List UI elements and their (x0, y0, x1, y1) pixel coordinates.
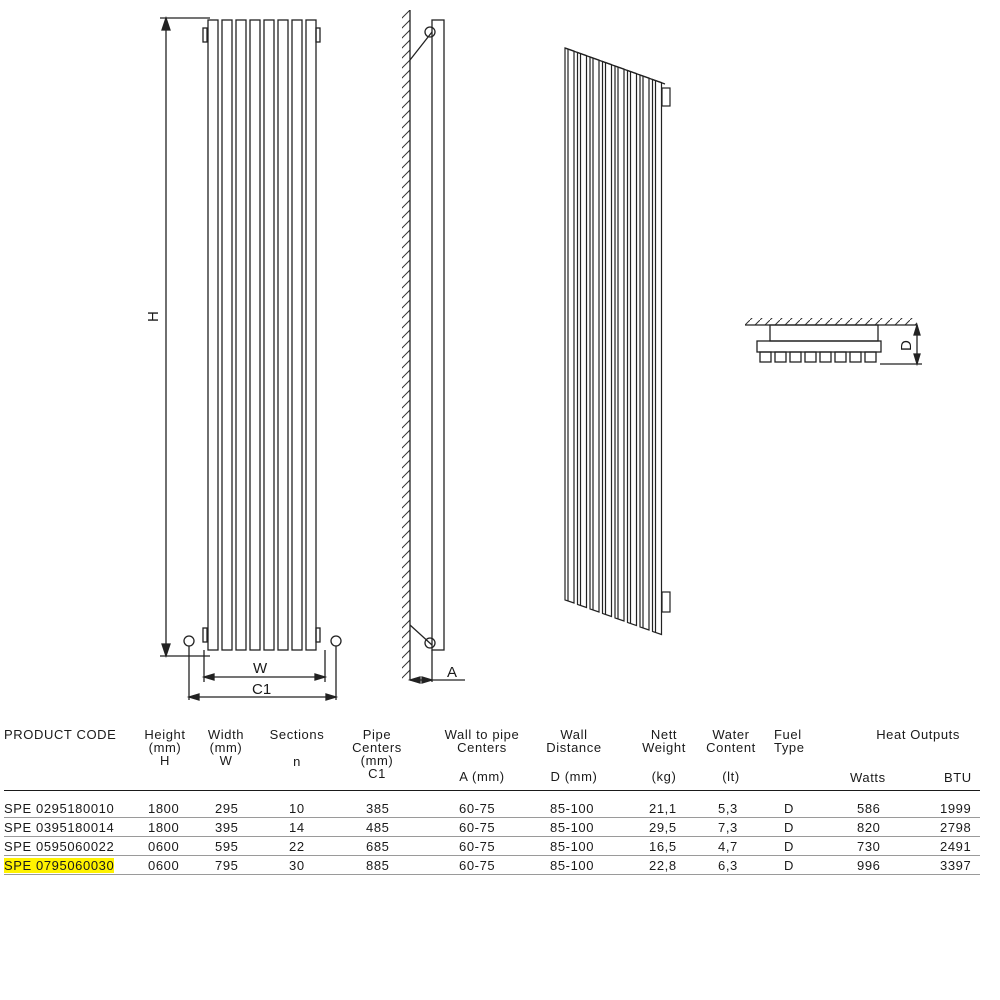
cell-height: 0600 (148, 839, 180, 854)
front-tube (264, 20, 274, 650)
top-view (745, 318, 922, 364)
cell-wall-to-pipe: 60-75 (459, 839, 496, 854)
top-view-tube (805, 352, 816, 362)
cell-width: 295 (215, 801, 239, 816)
header-wall-distance: Wall Distance D (mm) (546, 727, 602, 784)
cell-water-content: 5,3 (718, 801, 738, 816)
cell-product-code: SPE 0595060022 (4, 839, 115, 854)
header-water-content: Water Content (lt) (706, 727, 756, 784)
cell-water-content: 7,3 (718, 820, 738, 835)
perspective-tube (615, 66, 624, 621)
cell-wall-distance: 85-100 (550, 858, 595, 873)
front-tube (292, 20, 302, 650)
cell-wall-distance: 85-100 (550, 820, 595, 835)
dim-label-h: H (145, 311, 162, 322)
front-tube (278, 20, 288, 650)
header-wall-to-pipe: Wall to pipe Centers A (mm) (444, 727, 520, 784)
perspective-tube (590, 57, 599, 612)
top-view-tube (760, 352, 771, 362)
front-tube (306, 20, 316, 650)
cell-product-code: SPE 0295180010 (4, 801, 115, 816)
perspective-tube (603, 62, 612, 617)
front-view (160, 18, 341, 700)
cell-width: 795 (215, 858, 239, 873)
header-product-code: PRODUCT CODE (4, 727, 117, 742)
cell-nett-weight: 21,1 (649, 801, 677, 816)
table-row (4, 837, 980, 856)
cell-nett-weight: 22,8 (649, 858, 677, 873)
cell-sections: 10 (289, 801, 305, 816)
dim-label-d: D (898, 340, 915, 351)
top-view-tube (850, 352, 861, 362)
cell-height: 1800 (148, 801, 180, 816)
cell-watts: 586 (857, 801, 881, 816)
cell-fuel-type: D (784, 801, 794, 816)
header-heat-outputs: Heat Outputs (876, 727, 960, 742)
table-row (4, 799, 980, 818)
perspective-tube (565, 48, 574, 603)
cell-watts: 820 (857, 820, 881, 835)
cell-water-content: 4,7 (718, 839, 738, 854)
cell-fuel-type: D (784, 839, 794, 854)
cell-sections: 14 (289, 820, 305, 835)
cell-fuel-type: D (784, 820, 794, 835)
perspective-tube (578, 53, 587, 608)
perspective-tube (640, 75, 649, 630)
dim-label-a: A (447, 664, 458, 681)
header-watts: Watts (850, 770, 886, 785)
cell-wall-distance: 85-100 (550, 801, 595, 816)
header-pipe-centers: Pipe Centers (mm) C1 (352, 727, 402, 781)
front-tube (236, 20, 246, 650)
header-sections: Sections n (269, 727, 325, 769)
cell-nett-weight: 16,5 (649, 839, 677, 854)
cell-water-content: 6,3 (718, 858, 738, 873)
specification-table (4, 722, 980, 873)
cell-pipe-centers: 685 (366, 839, 390, 854)
cell-btu: 2491 (940, 839, 972, 854)
perspective-view (565, 48, 670, 635)
header-btu: BTU (944, 770, 972, 785)
cell-btu: 1999 (940, 801, 972, 816)
header-height: Height (mm) H (144, 727, 186, 768)
front-tube (250, 20, 260, 650)
cell-sections: 22 (289, 839, 305, 854)
cell-pipe-centers: 885 (366, 858, 390, 873)
front-tube (208, 20, 218, 650)
cell-wall-to-pipe: 60-75 (459, 801, 496, 816)
cell-watts: 730 (857, 839, 881, 854)
cell-nett-weight: 29,5 (649, 820, 677, 835)
perspective-tube (653, 80, 662, 635)
dim-label-w: W (253, 660, 268, 677)
top-view-tube (835, 352, 846, 362)
table-row-highlighted (4, 856, 980, 875)
cell-pipe-centers: 385 (366, 801, 390, 816)
cell-btu: 3397 (940, 858, 972, 873)
cell-width: 395 (215, 820, 239, 835)
cell-height: 0600 (148, 858, 180, 873)
side-view (402, 10, 465, 683)
cell-fuel-type: D (784, 858, 794, 873)
header-rule (4, 790, 980, 791)
top-view-tube (865, 352, 876, 362)
table-body (4, 799, 980, 875)
cell-pipe-centers: 485 (366, 820, 390, 835)
top-view-tube (790, 352, 801, 362)
cell-wall-to-pipe: 60-75 (459, 858, 496, 873)
cell-btu: 2798 (940, 820, 972, 835)
perspective-tube (628, 71, 637, 626)
dim-label-c1: C1 (252, 681, 272, 698)
top-view-tube (775, 352, 786, 362)
cell-product-code: SPE 0395180014 (4, 820, 115, 835)
header-width: Width (mm) W (207, 727, 245, 768)
cell-wall-distance: 85-100 (550, 839, 595, 854)
cell-product-code-highlighted: SPE 0795060030 (4, 858, 115, 873)
cell-wall-to-pipe: 60-75 (459, 820, 496, 835)
cell-sections: 30 (289, 858, 305, 873)
cell-height: 1800 (148, 820, 180, 835)
table-row (4, 818, 980, 837)
header-fuel-type: Fuel Type (774, 727, 805, 755)
cell-watts: 996 (857, 858, 881, 873)
cell-width: 595 (215, 839, 239, 854)
front-tube (222, 20, 232, 650)
header-nett-weight: Nett Weight (kg) (642, 727, 686, 784)
top-view-tube (820, 352, 831, 362)
table-header (4, 722, 980, 792)
